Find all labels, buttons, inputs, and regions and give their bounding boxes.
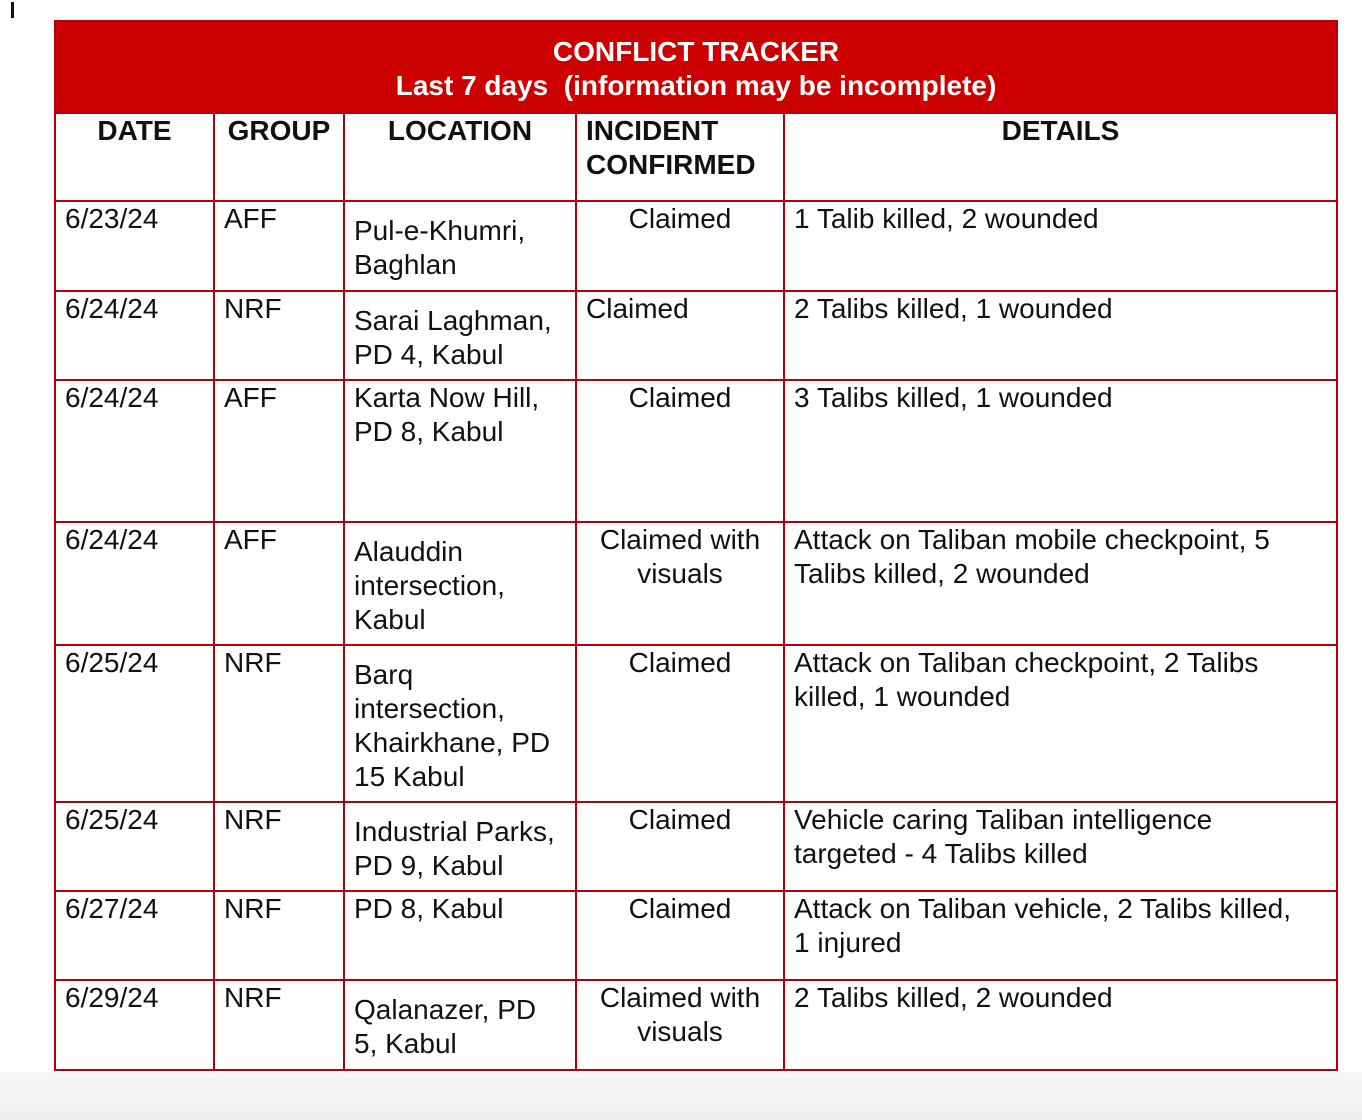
cell-date: 6/24/24 [55, 291, 214, 380]
details-line: killed, 1 wounded [794, 681, 1011, 712]
table-row [55, 522, 1337, 645]
details-line: 2 Talibs killed, 2 wounded [794, 982, 1113, 1013]
header-incident-line-1: INCIDENT [586, 115, 719, 146]
table-row [55, 645, 1337, 802]
location-line: PD 8, Kabul [354, 416, 504, 447]
table-row [55, 201, 1337, 291]
cell-group: AFF [214, 201, 344, 291]
location-line: Khairkhane, PD [354, 727, 551, 758]
cell-date: 6/25/24 [55, 645, 214, 802]
table-row [55, 980, 1337, 1070]
cell-group: NRF [214, 645, 344, 802]
details-line: 3 Talibs killed, 1 wounded [794, 382, 1113, 413]
details-line: Attack on Taliban mobile checkpoint, 5 [794, 524, 1270, 555]
header-incident-confirmed [576, 113, 784, 201]
cell-location [344, 645, 576, 802]
incident-line: Claimed [586, 293, 689, 324]
incident-line: Claimed [628, 382, 732, 413]
table-row [55, 291, 1337, 380]
location-line: Karta Now Hill, [354, 382, 540, 413]
cell-details [784, 980, 1337, 1070]
cell-incident-confirmed [576, 522, 784, 645]
cell-details [784, 201, 1337, 291]
details-line: Vehicle caring Taliban intelligence [794, 804, 1213, 835]
cell-details [784, 522, 1337, 645]
cell-date: 6/24/24 [55, 522, 214, 645]
table-title-cell [55, 21, 1337, 113]
cell-location [344, 980, 576, 1070]
cell-group: AFF [214, 380, 344, 522]
cell-details [784, 802, 1337, 891]
incident-line: Claimed with [599, 524, 761, 555]
details-line: Talibs killed, 2 wounded [794, 558, 1090, 589]
location-line: Pul-e-Khumri, [354, 215, 526, 246]
details-line: Attack on Taliban checkpoint, 2 Talibs [794, 647, 1259, 678]
cell-group: NRF [214, 291, 344, 380]
cell-incident-confirmed [576, 645, 784, 802]
table-title: CONFLICT TRACKER [552, 36, 840, 67]
details-line: 1 injured [794, 927, 902, 958]
location-line: Alauddin [354, 536, 463, 567]
cell-location [344, 802, 576, 891]
location-line: Baghlan [354, 249, 457, 280]
location-line: PD 4, Kabul [354, 339, 504, 370]
cell-location [344, 380, 576, 522]
incident-line: Claimed [628, 893, 732, 924]
location-line: intersection, [354, 570, 505, 601]
cell-date: 6/29/24 [55, 980, 214, 1070]
location-line: PD 9, Kabul [354, 850, 504, 881]
cell-details [784, 291, 1337, 380]
text-cursor-icon [11, 2, 14, 18]
table-row [55, 380, 1337, 522]
incident-line: Claimed with [599, 982, 761, 1013]
cell-incident-confirmed [576, 291, 784, 380]
location-line: PD 8, Kabul [354, 893, 504, 924]
location-line: 5, Kabul [354, 1028, 457, 1059]
incident-line: visuals [637, 558, 723, 589]
header-incident-line-2: CONFIRMED [586, 149, 756, 180]
header-date: DATE [55, 113, 214, 201]
cell-location [344, 522, 576, 645]
cell-incident-confirmed [576, 891, 784, 980]
cell-date: 6/24/24 [55, 380, 214, 522]
table-subtitle: Last 7 days (information may be incomplete) [395, 70, 997, 101]
incident-line: visuals [637, 1016, 723, 1047]
cell-date: 6/25/24 [55, 802, 214, 891]
column-header-row [55, 113, 1337, 201]
details-line: Attack on Taliban vehicle, 2 Talibs killed, [794, 893, 1292, 924]
cell-location [344, 891, 576, 980]
cell-date: 6/27/24 [55, 891, 214, 980]
table-row [55, 891, 1337, 980]
cell-details [784, 380, 1337, 522]
cell-location [344, 201, 576, 291]
cell-group: AFF [214, 522, 344, 645]
details-line: 1 Talib killed, 2 wounded [794, 203, 1099, 234]
location-line: Industrial Parks, [354, 816, 555, 847]
location-line: Sarai Laghman, [354, 305, 552, 336]
cell-incident-confirmed [576, 201, 784, 291]
incident-line: Claimed [628, 804, 732, 835]
title-row [55, 21, 1337, 113]
cell-details [784, 891, 1337, 980]
location-line: Barq [354, 659, 414, 690]
cell-group: NRF [214, 891, 344, 980]
location-line: Qalanazer, PD [354, 994, 537, 1025]
incident-line: Claimed [628, 203, 732, 234]
table-body [55, 201, 1337, 1070]
details-line: 2 Talibs killed, 1 wounded [794, 293, 1113, 324]
bottom-bar [0, 1072, 1362, 1120]
cell-group: NRF [214, 802, 344, 891]
cell-incident-confirmed [576, 380, 784, 522]
header-details: DETAILS [784, 113, 1337, 201]
header-group: GROUP [214, 113, 344, 201]
cell-date: 6/23/24 [55, 201, 214, 291]
cell-incident-confirmed [576, 802, 784, 891]
details-line: targeted - 4 Talibs killed [794, 838, 1088, 869]
cell-group: NRF [214, 980, 344, 1070]
location-line: intersection, [354, 693, 505, 724]
header-location: LOCATION [344, 113, 576, 201]
cell-details [784, 645, 1337, 802]
incident-line: Claimed [628, 647, 732, 678]
cell-location [344, 291, 576, 380]
cell-incident-confirmed [576, 980, 784, 1070]
location-line: Kabul [354, 604, 426, 635]
table-row [55, 802, 1337, 891]
location-line: 15 Kabul [354, 761, 465, 792]
conflict-tracker-table [54, 20, 1338, 1071]
